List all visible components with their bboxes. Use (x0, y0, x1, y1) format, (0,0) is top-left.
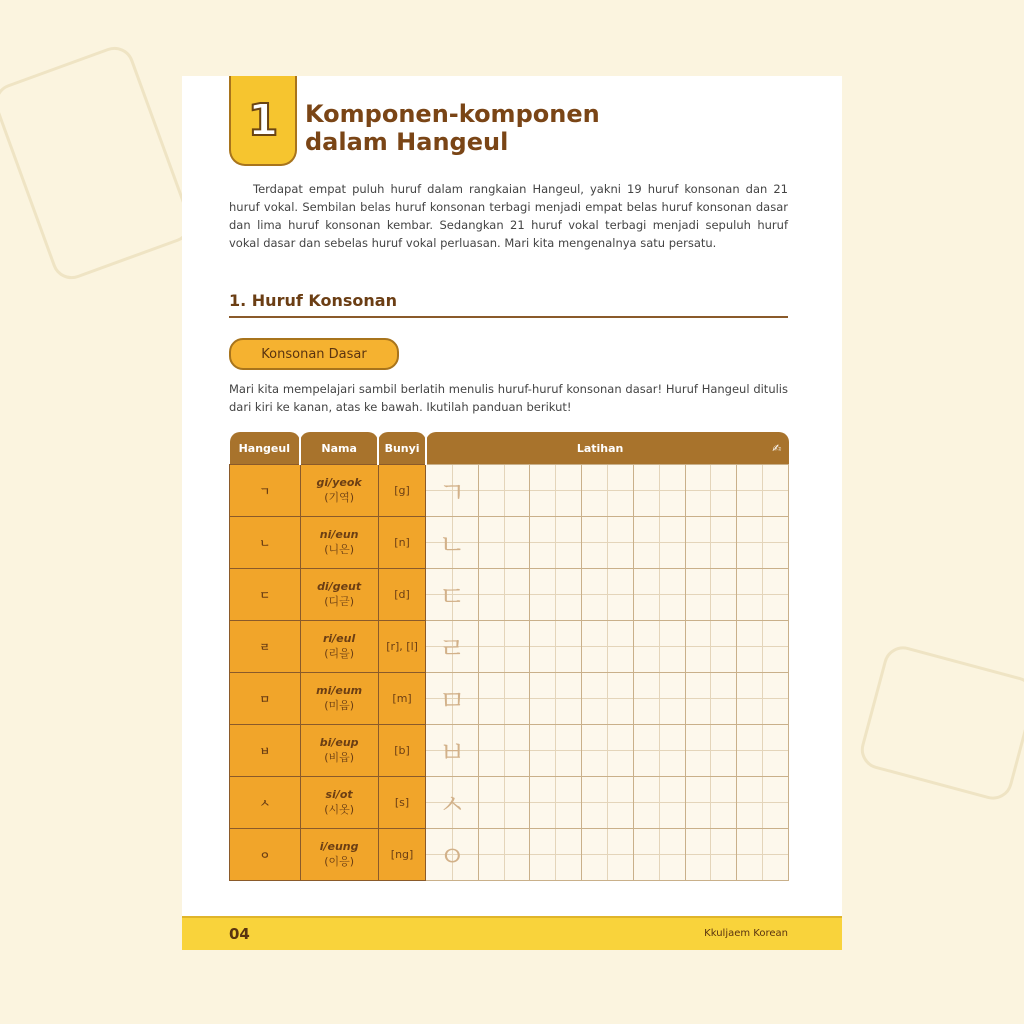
trace-cell[interactable]: ㄴ (426, 517, 478, 569)
table-row (230, 829, 789, 881)
practice-cell[interactable] (582, 569, 634, 621)
practice-cell[interactable] (685, 621, 737, 673)
practice-cell[interactable] (530, 517, 582, 569)
consonant-table (229, 432, 789, 881)
practice-cell[interactable] (478, 621, 530, 673)
practice-cell[interactable] (633, 673, 685, 725)
practice-cell[interactable] (633, 725, 685, 777)
letter-name: si/ot (시옷) (300, 777, 378, 829)
practice-cell[interactable] (633, 777, 685, 829)
practice-cell[interactable] (633, 517, 685, 569)
practice-cell[interactable] (633, 569, 685, 621)
practice-cell[interactable] (737, 621, 789, 673)
practice-cell[interactable] (582, 517, 634, 569)
practice-cell[interactable] (478, 829, 530, 881)
letter-name: bi/eup (비읍) (300, 725, 378, 777)
hangeul-stroke-guide: ㅇ (230, 829, 301, 881)
pencil-hand-icon: ✍ (772, 441, 782, 455)
practice-cell[interactable] (582, 673, 634, 725)
practice-cell[interactable] (633, 829, 685, 881)
letter-name: i/eung (이응) (300, 829, 378, 881)
letter-name: gi/yeok (기역) (300, 465, 378, 517)
practice-cell[interactable] (478, 673, 530, 725)
practice-cell[interactable] (582, 829, 634, 881)
practice-cell[interactable] (737, 777, 789, 829)
practice-cell[interactable] (685, 725, 737, 777)
trace-cell[interactable]: ㅇ (426, 829, 478, 881)
practice-cell[interactable] (685, 569, 737, 621)
practice-cell[interactable] (478, 569, 530, 621)
table-row (230, 569, 789, 621)
trace-cell[interactable]: ㅁ (426, 673, 478, 725)
letter-sound: [b] (378, 725, 426, 777)
trace-cell[interactable]: ㄷ (426, 569, 478, 621)
practice-cell[interactable] (685, 829, 737, 881)
footer-brand: Kkuljaem Korean (704, 928, 788, 939)
practice-cell[interactable] (633, 465, 685, 517)
practice-cell[interactable] (530, 621, 582, 673)
trace-cell[interactable]: ㄹ (426, 621, 478, 673)
table-row (230, 621, 789, 673)
hangeul-stroke-guide: ㄹ (230, 621, 301, 673)
table-row (230, 777, 789, 829)
practice-cell[interactable] (737, 673, 789, 725)
practice-cell[interactable] (737, 725, 789, 777)
practice-cell[interactable] (685, 673, 737, 725)
table-row (230, 517, 789, 569)
practice-cell[interactable] (478, 465, 530, 517)
header-latihan: Latihan ✍ (426, 432, 789, 465)
practice-cell[interactable] (737, 465, 789, 517)
practice-cell[interactable] (685, 777, 737, 829)
hangeul-stroke-guide: ㅅ (230, 777, 301, 829)
practice-cell[interactable] (582, 465, 634, 517)
practice-cell[interactable] (530, 829, 582, 881)
chapter-title: Komponen-komponen dalam Hangeul (305, 100, 600, 156)
practice-cell[interactable] (530, 725, 582, 777)
practice-cell[interactable] (737, 829, 789, 881)
letter-name: ri/eul (리을) (300, 621, 378, 673)
header-bunyi: Bunyi (378, 432, 426, 465)
page-number: 04 (229, 925, 250, 943)
hangeul-stroke-guide: ㅁ (230, 673, 301, 725)
letter-sound: [n] (378, 517, 426, 569)
page-footer (182, 916, 842, 950)
practice-cell[interactable] (478, 725, 530, 777)
practice-cell[interactable] (530, 569, 582, 621)
practice-cell[interactable] (478, 517, 530, 569)
intro-paragraph: Terdapat empat puluh huruf dalam rangkaian Hangeul, yakni 19 huruf konsonan dan 21 huruf vokal. Sembilan belas huruf konsonan terbagi menjadi empat belas huruf konsonan dasar dan lima huruf konsonan kembar. Sedangkan 21 huruf vokal terbagi menjadi sepuluh huruf vokal dasar dan sebelas huruf vokal perluasan. Mari kita mengenalnya satu persatu. (229, 182, 788, 250)
background-decoration (0, 41, 197, 285)
practice-cell[interactable] (530, 777, 582, 829)
practice-cell[interactable] (582, 621, 634, 673)
table-row (230, 673, 789, 725)
letter-name: mi/eum (미음) (300, 673, 378, 725)
practice-cell[interactable] (737, 569, 789, 621)
instruction-paragraph: Mari kita mempelajari sambil berlatih menulis huruf-huruf konsonan dasar! Huruf Hangeul ditulis dari kiri ke kanan, atas ke bawah. Ikutilah panduan berikut! (229, 382, 788, 414)
book-page (182, 76, 842, 948)
subsection-label: Konsonan Dasar (229, 338, 399, 370)
trace-cell[interactable]: ㄱ (426, 465, 478, 517)
header-nama: Nama (300, 432, 378, 465)
practice-cell[interactable] (530, 465, 582, 517)
practice-cell[interactable] (737, 517, 789, 569)
chapter-number: 1 (229, 76, 297, 166)
table-row (230, 725, 789, 777)
practice-cell[interactable] (685, 517, 737, 569)
letter-sound: [ng] (378, 829, 426, 881)
hangeul-stroke-guide: ㄷ (230, 569, 301, 621)
letter-sound: [g] (378, 465, 426, 517)
section-heading: 1. Huruf Konsonan (229, 291, 788, 318)
letter-sound: [s] (378, 777, 426, 829)
letter-sound: [m] (378, 673, 426, 725)
hangeul-stroke-guide: ㄴ (230, 517, 301, 569)
header-hangeul: Hangeul (230, 432, 301, 465)
letter-name: di/geut (디귿) (300, 569, 378, 621)
hangeul-stroke-guide: ㅂ (230, 725, 301, 777)
practice-cell[interactable] (685, 465, 737, 517)
letter-sound: [d] (378, 569, 426, 621)
background-decoration (856, 642, 1024, 804)
letter-name: ni/eun (니은) (300, 517, 378, 569)
hangeul-stroke-guide: ㄱ (230, 465, 301, 517)
table-row (230, 465, 789, 517)
practice-cell[interactable] (530, 673, 582, 725)
practice-cell[interactable] (478, 777, 530, 829)
letter-sound: [r], [l] (378, 621, 426, 673)
trace-cell[interactable]: ㅂ (426, 725, 478, 777)
trace-cell[interactable]: ㅅ (426, 777, 478, 829)
practice-cell[interactable] (633, 621, 685, 673)
practice-cell[interactable] (582, 725, 634, 777)
practice-cell[interactable] (582, 777, 634, 829)
